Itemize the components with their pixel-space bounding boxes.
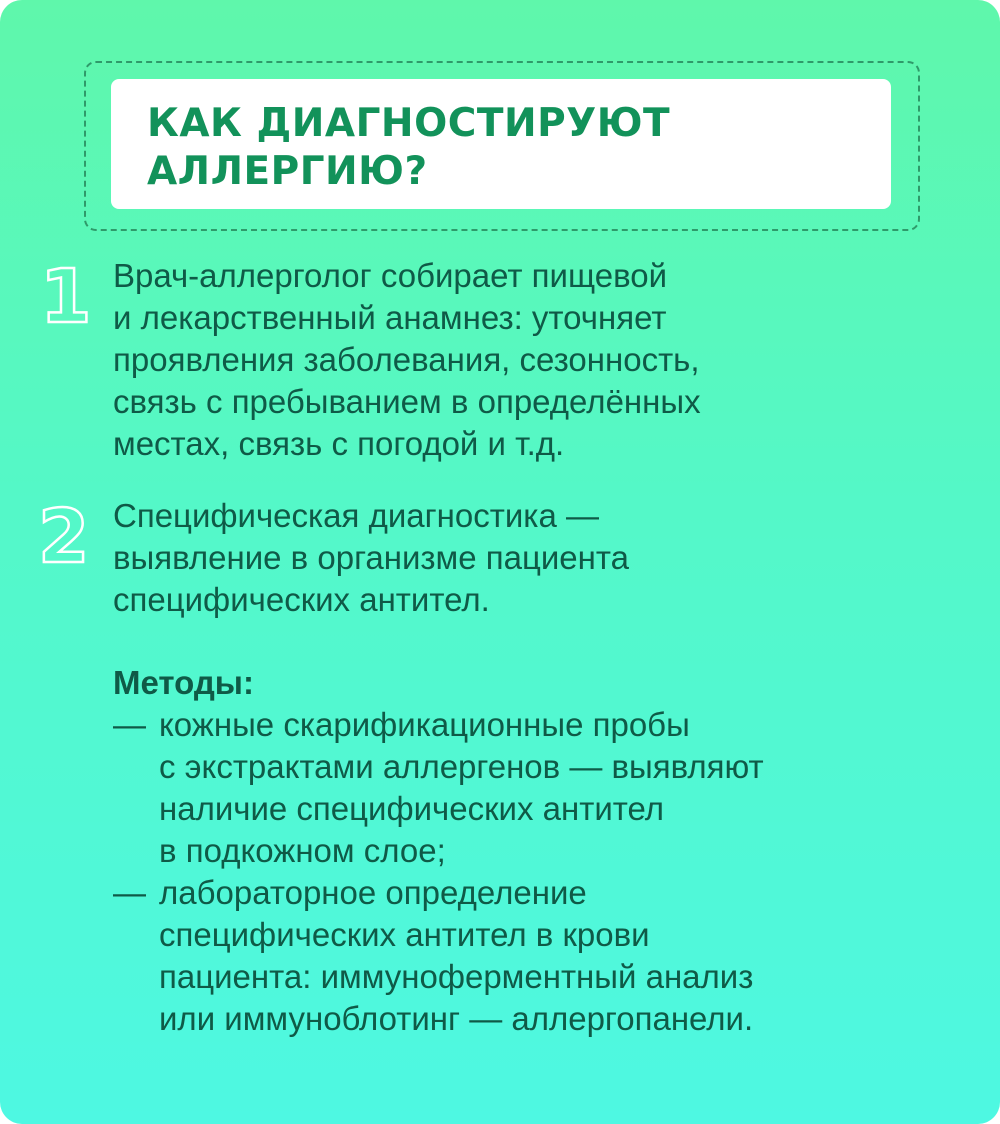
page-title: КАК ДИАГНОСТИРУЮТ АЛЛЕРГИЮ? bbox=[147, 101, 671, 194]
method-1-dash: — bbox=[113, 706, 146, 743]
method-1-text: кожные скарификационные пробы с экстрактами аллергенов — выявляют наличие специфических антител в подкожном слое; bbox=[159, 706, 764, 869]
methods-heading: Методы: bbox=[113, 664, 254, 701]
method-2-text: лабораторное определение специфических антител в крови пациента: иммуноферментный анализ или иммуноблотинг — аллергопанели. bbox=[159, 874, 754, 1037]
step-number-1: 1 bbox=[40, 254, 92, 340]
step-1-text: Врач-аллерголог собирает пищевой и лекарственный анамнез: уточняет проявления заболевания, сезонность, связь с пребыванием в определённых местах, связь с погодой и т.д. bbox=[113, 257, 701, 462]
step-2-text: Специфическая диагностика — выявление в организме пациента специфических антител. bbox=[113, 497, 629, 618]
step-number-2: 2 bbox=[38, 494, 90, 580]
method-2-dash: — bbox=[113, 874, 146, 911]
